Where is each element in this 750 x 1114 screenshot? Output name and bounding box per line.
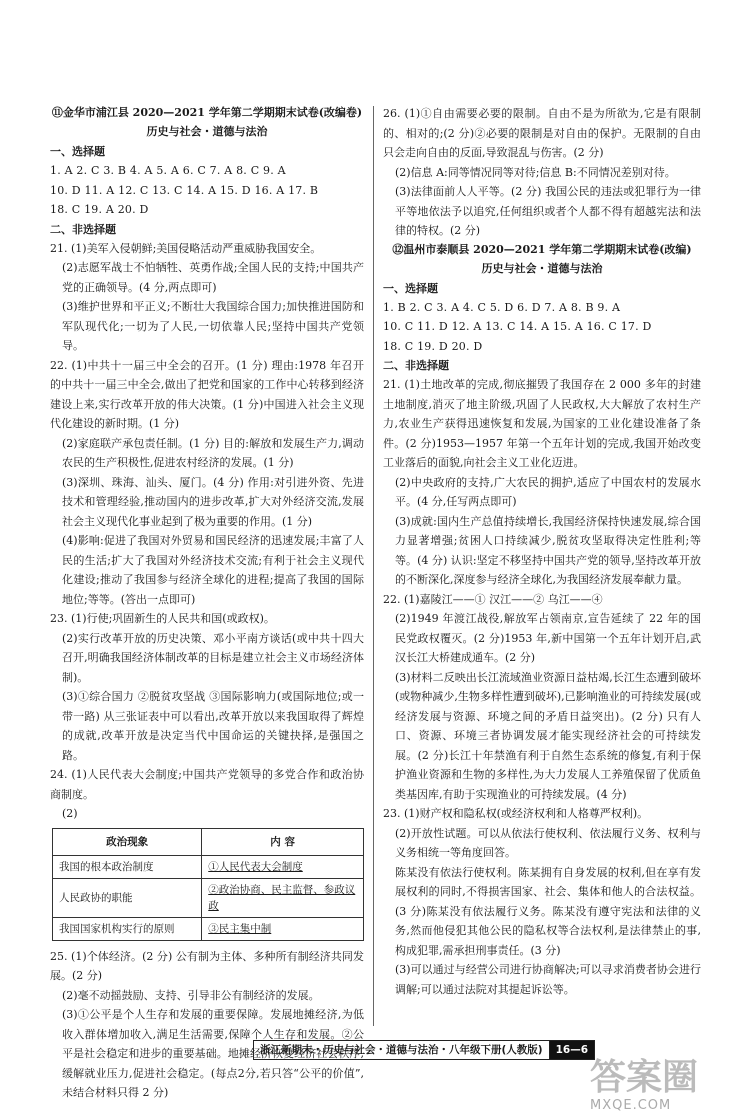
mc-line: 1. A 2. C 3. B 4. A 5. A 6. C 7. A 8. C 9. A — [50, 164, 286, 177]
mc-line: 18. C 19. D 20. D — [383, 339, 483, 353]
right-column — [383, 104, 701, 999]
table-header: 内 容 — [202, 828, 364, 855]
table-cell: ②政治协商、民主监督、参政议政 — [202, 878, 364, 917]
answer-paragraph: (2)1949 年渡江战役,解放军占领南京,宣告延续了 22 年的国民党政权覆灭。(2 分)1953 年,新中国第一个五年计划开启,武汉长江大桥建成通车。(2 分) — [395, 612, 701, 664]
watermark-logo: 答案圈 — [590, 1057, 699, 1098]
section-open-1: 二、非选择题 — [50, 222, 116, 236]
table-cell: ①人民代表大会制度 — [202, 855, 364, 878]
answer-paragraph: (2)实行改革开放的历史决策、邓小平南方谈话(或中共十四大召开,明确我国经济体制改革的目标是建立社会主义市场经济体制)。 — [62, 631, 364, 684]
answer-paragraph: (4)影响:促进了我国对外贸易和国民经济的迅速发展;丰富了人民的生活;扩大了我国对外经济技术交流;有利于社会主义现代化建设;推动了我国参与经济全球化的进程;提高了我国的国际地位;等等。(答出一点即可) — [62, 534, 364, 606]
politics-table — [52, 828, 364, 941]
table-cell: 人民政协的职能 — [53, 878, 202, 917]
answer-paragraph: (3)维护世界和平正义;不断壮大我国综合国力;加快推进国防和军队现代化;一切为了人民,一切依靠人民;坚持中国共产党领导。 — [62, 300, 364, 352]
mc-line: 10. D 11. A 12. C 13. C 14. A 15. D 16. A 17. B — [50, 183, 319, 197]
answer-paragraph: (2)开放性试题。可以从依法行使权利、依法履行义务、权利与义务相统一等角度回答。 — [395, 826, 701, 859]
table-cell: 我国的根本政治制度 — [53, 855, 202, 878]
answer-paragraph: (3)①公平是个人生存和发展的重要保障。发展地摊经济,为低收入群体增加收入,满足生活需要,保障个人生存和发展。②公平是社会稳定和进步的重要基础。地摊经济恢复经济社会秩序,缓解就业压力,促进社会稳定。(每点2分,若只答“公平的价值”,未结合材料只得 2 分) — [62, 1008, 364, 1099]
table-row — [53, 917, 364, 940]
answer-paragraph: 21. (1)美军入侵朝鲜;美国侵略活动严重威胁我国安全。 — [50, 241, 322, 255]
footer-title: 浙江新期末・历史与社会・道德与法治・八年级下册(人教版) — [254, 1041, 550, 1059]
answer-paragraph: (2)中央政府的支持,广大农民的拥护,适应了中国农村的发展水平。(4 分,任写两点即可) — [395, 475, 701, 508]
page-number: 16—6 — [550, 1041, 594, 1059]
answer-paragraph: 23. (1)行使;巩固新生的人民共和国(或政权)。 — [50, 612, 275, 625]
section-choice-2: 一、选择题 — [383, 281, 438, 295]
table-row — [53, 878, 364, 917]
answer-paragraph: (2)志愿军战士不怕牺牲、英勇作战;全国人民的支持;中国共产党的正确领导。(4 分,两点即可) — [62, 261, 364, 294]
mc-line: 10. C 11. D 12. A 13. C 14. A 15. A 16. C 17. D — [383, 320, 652, 333]
answer-paragraph: 26. (1)①自由需要必要的限制。自由不是为所欲为,它是有限制的、相对的;(2 分)②必要的限制是对自由的保护。无限制的自由只会走向自由的反面,导致混乱与伤害。(2 分) — [383, 107, 701, 159]
section-open-2: 二、非选择题 — [383, 359, 449, 372]
table-row — [53, 855, 364, 878]
table-header-row — [53, 828, 364, 855]
table-cell: ③民主集中制 — [202, 917, 364, 940]
answer-paragraph: (3)①综合国力 ②脱贫攻坚战 ③国际影响力(或国际地位;或一带一路) 从三张证表中可以看出,改革开放以来我国取得了辉煌的成就,改革开放是决定当代中国命运的关键抉择,是强国之路。 — [62, 690, 364, 762]
answer-paragraph: (3)法律面前人人平等。(2 分) 我国公民的违法或犯罪行为一律平等地依法予以追究,任何组织或者个人都不得有超越宪法和法律的特权。(2 分) — [395, 185, 701, 237]
answer-paragraph: (2)家庭联产承包责任制。(1 分) 目的:解放和发展生产力,调动农民的生产积极性,促进农村经济的发展。(1 分) — [62, 436, 364, 469]
answer-paragraph: (2) — [62, 807, 78, 820]
mc-line: 18. C 19. A 20. D — [50, 203, 149, 216]
answer-paragraph: (3)成就:国内生产总值持续增长,我国经济保持快速发展,综合国力显著增强;贫困人口持续减少,脱贫攻坚取得决定性胜利;等等。(4 分) 认识:坚定不移坚持中国共产党的领导,坚持改革开放的不断深化,深度参与经济全球化,为我国经济发展奉献力量。 — [395, 514, 701, 586]
answer-paragraph: 陈某没有依法行使权利。陈某拥有自身发展的权利,但在享有发展权利的同时,不得损害国家、社会、集体和他人的合法权益。(3 分)陈某没有依法履行义务。陈某没有遵守宪法和法律的义务,然而他侵犯其他公民的隐私权等合法权利,是法律禁止的事,构成犯罪,需承担刑事责任。(3 分) — [395, 865, 701, 957]
mc-line: 1. B 2. C 3. A 4. C 5. D 6. D 7. A 8. B 9. A — [383, 300, 621, 314]
answer-paragraph: 24. (1)人民代表大会制度;中国共产党领导的多党合作和政治协商制度。 — [50, 768, 364, 801]
section-choice-1: 一、选择题 — [50, 145, 105, 158]
answer-paragraph: 21. (1)土地改革的完成,彻底摧毁了我国存在 2 000 多年的封建土地制度,消灭了地主阶级,巩固了人民政权,大大解放了农村生产力,农业生产获得迅速恢复和发展,为国家的工业化建设准备了条件。(2 分)1953—1957 年第一个五年计划的完成,我国开始改变工业落后的面貌,向社会主义工业化迈进。 — [383, 378, 701, 469]
answer-paragraph: (3)材料二反映出长江流域渔业资源日益枯竭,长江生态遭到破坏(或物种减少,生物多样性遭到破坏),已影响渔业的可持续发展(或经济发展与资源、环境之间的矛盾日益突出)。(2 分) 只有人口、资源、环境三者协调发展才能实现经济社会的可持续发展。(2 分)长江十年禁渔有利于自然生态系统的修复,有利于保护渔业资源和生物的多样性,为大力发展人工养殖保留了优质鱼类基因库,有助于实现渔业的可持续发展。(4 分) — [395, 670, 701, 801]
answer-paragraph: (2)信息 A:同等情况同等对待;信息 B:不同情况差别对待。 — [395, 165, 676, 179]
column-divider — [373, 106, 374, 1026]
exam-title-2: ⑫温州市泰顺县 2020—2021 学年第二学期期末试卷(改编) — [392, 242, 692, 256]
page-footer — [253, 1040, 595, 1060]
watermark — [590, 1057, 740, 1113]
answer-paragraph: 23. (1)财产权和隐私权(或经济权利和人格尊严权利)。 — [383, 807, 649, 820]
table-header: 政治现象 — [53, 828, 202, 855]
subject-title-1: 历史与社会・道德与法治 — [146, 125, 268, 138]
exam-title-1: ⑪金华市浦江县 2020—2021 学年第二学期期末试卷(改编卷) — [51, 106, 363, 119]
watermark-url: MXQE.COM — [590, 1098, 672, 1113]
answer-paragraph: (3)深圳、珠海、汕头、厦门。(4 分) 作用:对引进外资、先进技术和管理经验,推动国内的进步改革,扩大对外经济交流,发展社会主义现代化事业起到了极为重要的作用。(1 分) — [62, 475, 364, 528]
answer-paragraph: (3)可以通过与经营公司进行协商解决;可以寻求消费者协会进行调解;可以通过法院对其提起诉讼等。 — [395, 963, 701, 996]
left-column — [50, 104, 364, 1103]
answer-paragraph: 25. (1)个体经济。(2 分) 公有制为主体、多种所有制经济共同发展。(2 分) — [50, 949, 364, 982]
answer-paragraph: (2)毫不动摇鼓励、支持、引导非公有制经济的发展。 — [62, 988, 320, 1002]
answer-paragraph: 22. (1)嘉陵江——① 汉江——② 乌江——④ — [383, 592, 603, 606]
table-cell: 我国国家机构实行的原则 — [53, 917, 202, 940]
subject-title-2: 历史与社会・道德与法治 — [481, 261, 603, 275]
answer-paragraph: 22. (1)中共十一届三中全会的召开。(1 分) 理由:1978 年召开的中共十一届三中全会,做出了把党和国家的工作中心转移到经济建设上来,实行改革开放的伟大决策。(1 分)中国进入社会主义现代化建设的新时期。(1 分) — [50, 358, 364, 430]
